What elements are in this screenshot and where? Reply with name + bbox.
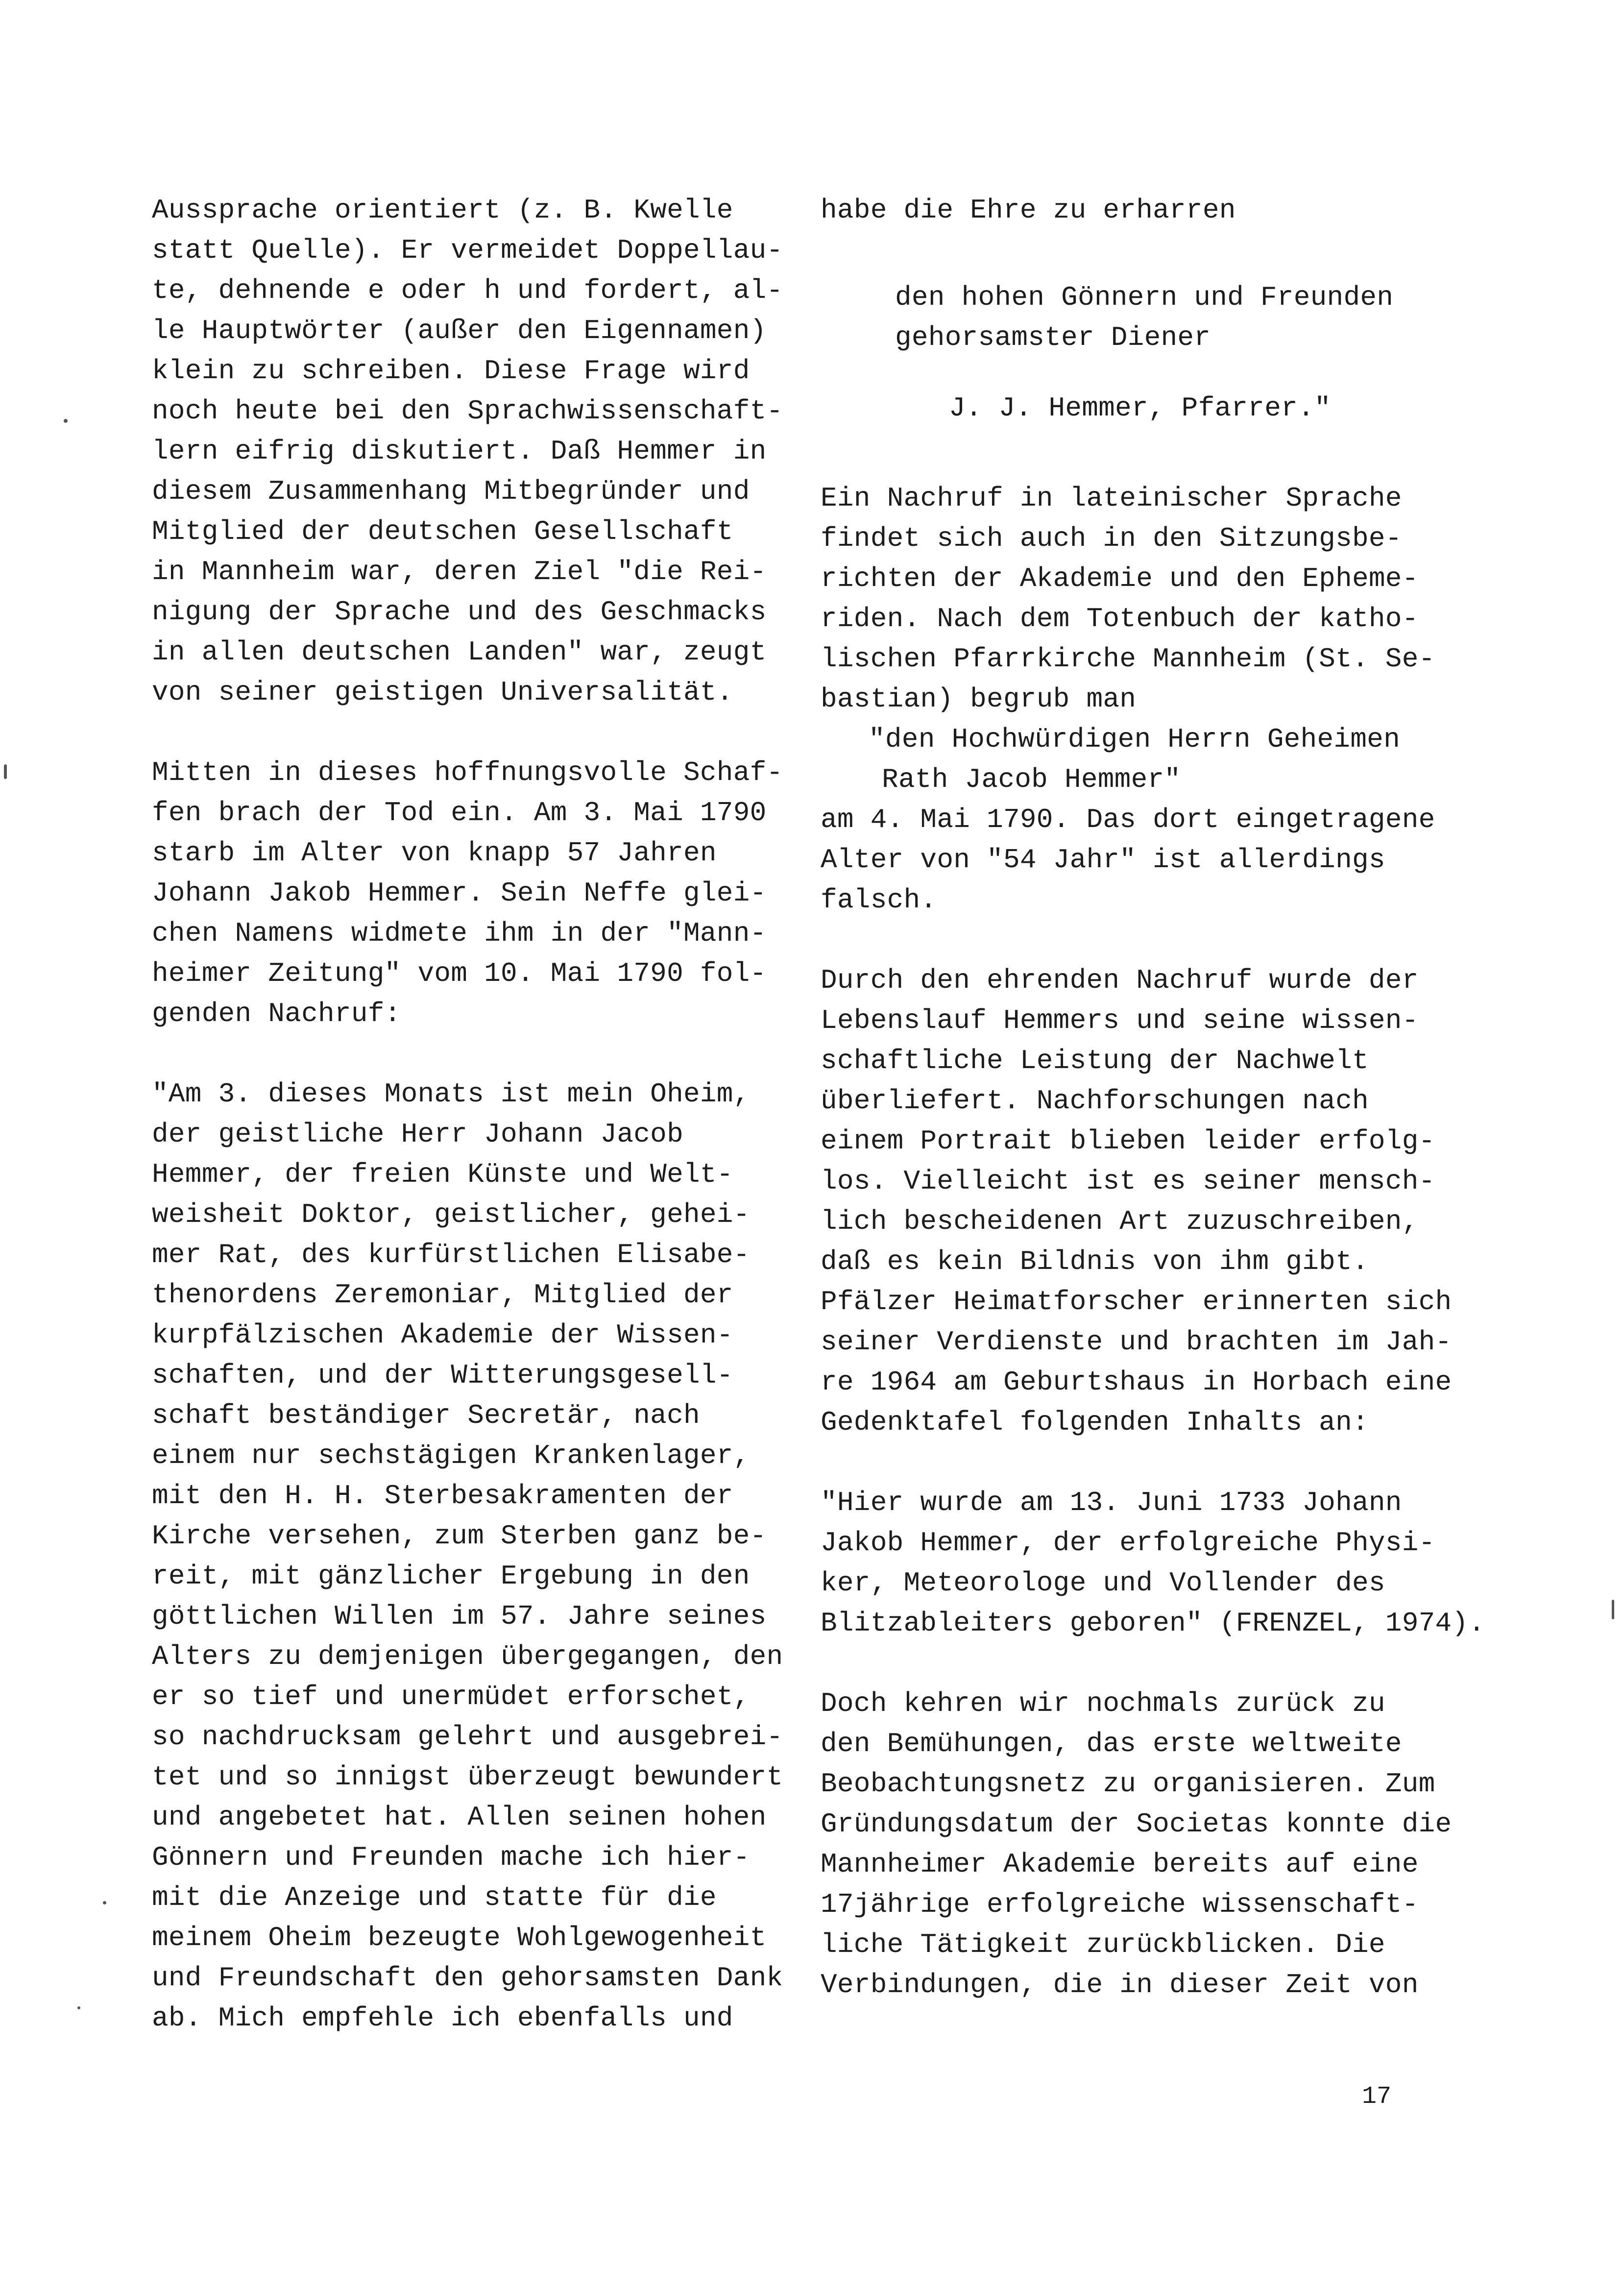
paragraph-gap: [821, 230, 1497, 277]
scan-speck: [1612, 1600, 1614, 1619]
text-line: schaftliche Leistung der Nachwelt: [821, 1045, 1369, 1076]
paragraph-gap: [821, 428, 1497, 478]
text-line: los. Vielleicht ist es seiner mensch-: [821, 1166, 1435, 1197]
text-line: gehorsamster Diener: [895, 322, 1211, 353]
text-line: Doch kehren wir nochmals zurück zu: [821, 1688, 1385, 1719]
text-line: genden Nachruf:: [152, 998, 401, 1029]
left-column: [152, 190, 803, 2038]
right-column: [821, 190, 1497, 2005]
text-line: lich bescheidenen Art zuzuschreiben,: [821, 1206, 1419, 1237]
paragraph: [821, 1683, 1497, 2005]
text-line: Beobachtungsnetz zu organisieren. Zum: [821, 1768, 1435, 1800]
text-line: reit, mit gänzlicher Ergebung in den: [152, 1561, 750, 1592]
text-line: er so tief und unermüdet erforschet,: [152, 1681, 750, 1712]
text-line: noch heute bei den Sprachwissenschaft-: [152, 395, 783, 427]
text-line: Pfälzer Heimatforscher erinnerten sich: [821, 1286, 1452, 1317]
text-line: Hemmer, der freien Künste und Welt-: [152, 1159, 733, 1190]
paragraph-gap: [821, 920, 1497, 960]
text-line: Mitten in dieses hoffnungsvolle Schaf-: [152, 757, 783, 788]
text-line: und Freundschaft den gehorsamsten Dank: [152, 1962, 783, 1994]
text-line: göttlichen Willen im 57. Jahre seines: [152, 1601, 767, 1632]
scan-speck: [64, 419, 68, 423]
text-line: kurpfälzischen Akademie der Wissen-: [152, 1319, 733, 1351]
text-line: thenordens Zeremoniar, Mitglied der: [152, 1279, 733, 1311]
text-line: le Hauptwörter (außer den Eigennamen): [152, 315, 767, 346]
paragraph-gap: [821, 358, 1497, 388]
text-line: Mitglied der deutschen Gesellschaft: [152, 516, 733, 547]
text-line: Lebenslauf Hemmers und seine wissen-: [821, 1005, 1419, 1036]
text-line: Gründungsdatum der Societas konnte die: [821, 1808, 1452, 1840]
text-line: überliefert. Nachforschungen nach: [821, 1085, 1369, 1117]
text-line: Johann Jakob Hemmer. Sein Neffe glei-: [152, 878, 767, 909]
text-line: den hohen Gönnern und Freunden: [895, 282, 1394, 313]
text-line: schaften, und der Witterungsgesell-: [152, 1360, 733, 1391]
text-line: Blitzableiters geboren" (FRENZEL, 1974).: [821, 1608, 1485, 1639]
text-line: ab. Mich empfehle ich ebenfalls und: [152, 2002, 733, 2034]
text-line: "Hier wurde am 13. Juni 1733 Johann: [821, 1487, 1402, 1518]
paragraph-gap: [152, 1034, 803, 1074]
scan-speck: [4, 764, 7, 779]
text-line: bastian) begrub man: [821, 683, 1137, 715]
text-line: so nachdrucksam gelehrt und ausgebrei-: [152, 1721, 783, 1753]
text-line: nigung der Sprache und des Geschmacks: [152, 596, 767, 628]
text-line: Ein Nachruf in lateinischer Sprache: [821, 483, 1402, 514]
text-line: re 1964 am Geburtshaus in Horbach eine: [821, 1366, 1452, 1398]
text-line: diesem Zusammenhang Mitbegründer und: [152, 476, 750, 507]
text-line: Alters zu demjenigen übergegangen, den: [152, 1641, 783, 1672]
memorial-plaque-quote: [821, 1483, 1497, 1643]
text-line: starb im Alter von knapp 57 Jahren: [152, 837, 717, 869]
text-line: Jakob Hemmer, der erfolgreiche Physi-: [821, 1527, 1435, 1559]
text-line: falsch.: [821, 884, 937, 916]
paragraph: [821, 478, 1497, 920]
text-line: einem Portrait blieben leider erfolg-: [821, 1125, 1435, 1157]
text-line: Verbindungen, die in dieser Zeit von: [821, 1969, 1419, 2000]
text-line: den Bemühungen, das erste weltweite: [821, 1728, 1402, 1759]
text-line: ker, Meteorologe und Vollender des: [821, 1567, 1385, 1599]
page-number: 17: [1362, 2083, 1392, 2111]
text-line: mit den H. H. Sterbesakramenten der: [152, 1480, 733, 1512]
text-line: in allen deutschen Landen" war, zeugt: [152, 636, 767, 668]
text-line: klein zu schreiben. Diese Frage wird: [152, 355, 750, 387]
text-line: Alter von "54 Jahr" ist allerdings: [821, 844, 1385, 876]
text-line: Gedenktafel folgenden Inhalts an:: [821, 1407, 1369, 1438]
text-line: lischen Pfarrkirche Mannheim (St. Se-: [821, 643, 1435, 675]
text-line: "Am 3. dieses Monats ist mein Oheim,: [152, 1078, 750, 1110]
paragraph-gap: [821, 1442, 1497, 1483]
text-line: daß es kein Bildnis von ihm gibt.: [821, 1246, 1369, 1277]
text-line: Gönnern und Freunden mache ich hier-: [152, 1842, 750, 1873]
text-line: in Mannheim war, deren Ziel "die Rei-: [152, 556, 767, 587]
text-line: Durch den ehrenden Nachruf wurde der: [821, 965, 1419, 996]
text-line: meinem Oheim bezeugte Wohlgewogenheit: [152, 1922, 767, 1953]
text-line: liche Tätigkeit zurückblicken. Die: [821, 1929, 1385, 1960]
signature: J. J. Hemmer, Pfarrer.": [949, 392, 1331, 424]
text-line: einem nur sechstägigen Krankenlager,: [152, 1440, 750, 1471]
paragraph: [821, 190, 1497, 230]
paragraph: [152, 190, 803, 712]
obituary-quote: [152, 1074, 803, 2038]
text-line: chen Namens widmete ihm in der "Mann-: [152, 918, 767, 949]
text-line: te, dehnende e oder h und fordert, al-: [152, 275, 783, 306]
text-line: mer Rat, des kurfürstlichen Elisabe-: [152, 1239, 750, 1270]
text-line: tet und so innigst überzeugt bewundert: [152, 1761, 783, 1793]
paragraph-gap: [152, 712, 803, 753]
text-line: richten der Akademie und den Epheme-: [821, 563, 1419, 594]
text-line: 17jährige erfolgreiche wissenschaft-: [821, 1889, 1419, 1920]
text-line: heimer Zeitung" vom 10. Mai 1790 fol-: [152, 958, 767, 989]
scan-speck: [103, 1901, 106, 1904]
text-line: findet sich auch in den Sitzungsbe-: [821, 523, 1402, 554]
text-line: schaft beständiger Secretär, nach: [152, 1400, 700, 1431]
closing-formula: [821, 277, 1497, 358]
text-line: statt Quelle). Er vermeidet Doppellau-: [152, 235, 783, 266]
text-line: "den Hochwürdigen Herrn Geheimen: [869, 724, 1400, 755]
text-line: am 4. Mai 1790. Das dort eingetragene: [821, 804, 1435, 835]
text-line: der geistliche Herr Johann Jacob: [152, 1119, 683, 1150]
text-line: Aussprache orientiert (z. B. Kwelle: [152, 195, 733, 226]
text-line: riden. Nach dem Totenbuch der katho-: [821, 603, 1419, 634]
text-line: Kirche versehen, zum Sterben ganz be-: [152, 1520, 767, 1552]
text-line: und angebetet hat. Allen seinen hohen: [152, 1802, 767, 1833]
text-line: von seiner geistigen Universalität.: [152, 677, 733, 708]
text-line: Mannheimer Akademie bereits auf eine: [821, 1849, 1419, 1880]
scan-speck: [77, 2006, 80, 2009]
text-line: lern eifrig diskutiert. Daß Hemmer in: [152, 436, 767, 467]
text-line: seiner Verdienste und brachten im Jah-: [821, 1326, 1452, 1358]
text-line: fen brach der Tod ein. Am 3. Mai 1790: [152, 797, 767, 829]
text-line: weisheit Doktor, geistlicher, gehei-: [152, 1199, 750, 1230]
paragraph: [821, 960, 1497, 1442]
paragraph: [152, 753, 803, 1034]
text-line: Rath Jacob Hemmer": [882, 764, 1181, 795]
paragraph-gap: [821, 1643, 1497, 1683]
text-line: habe die Ehre zu erharren: [821, 195, 1236, 226]
text-line: mit die Anzeige und statte für die: [152, 1882, 717, 1913]
